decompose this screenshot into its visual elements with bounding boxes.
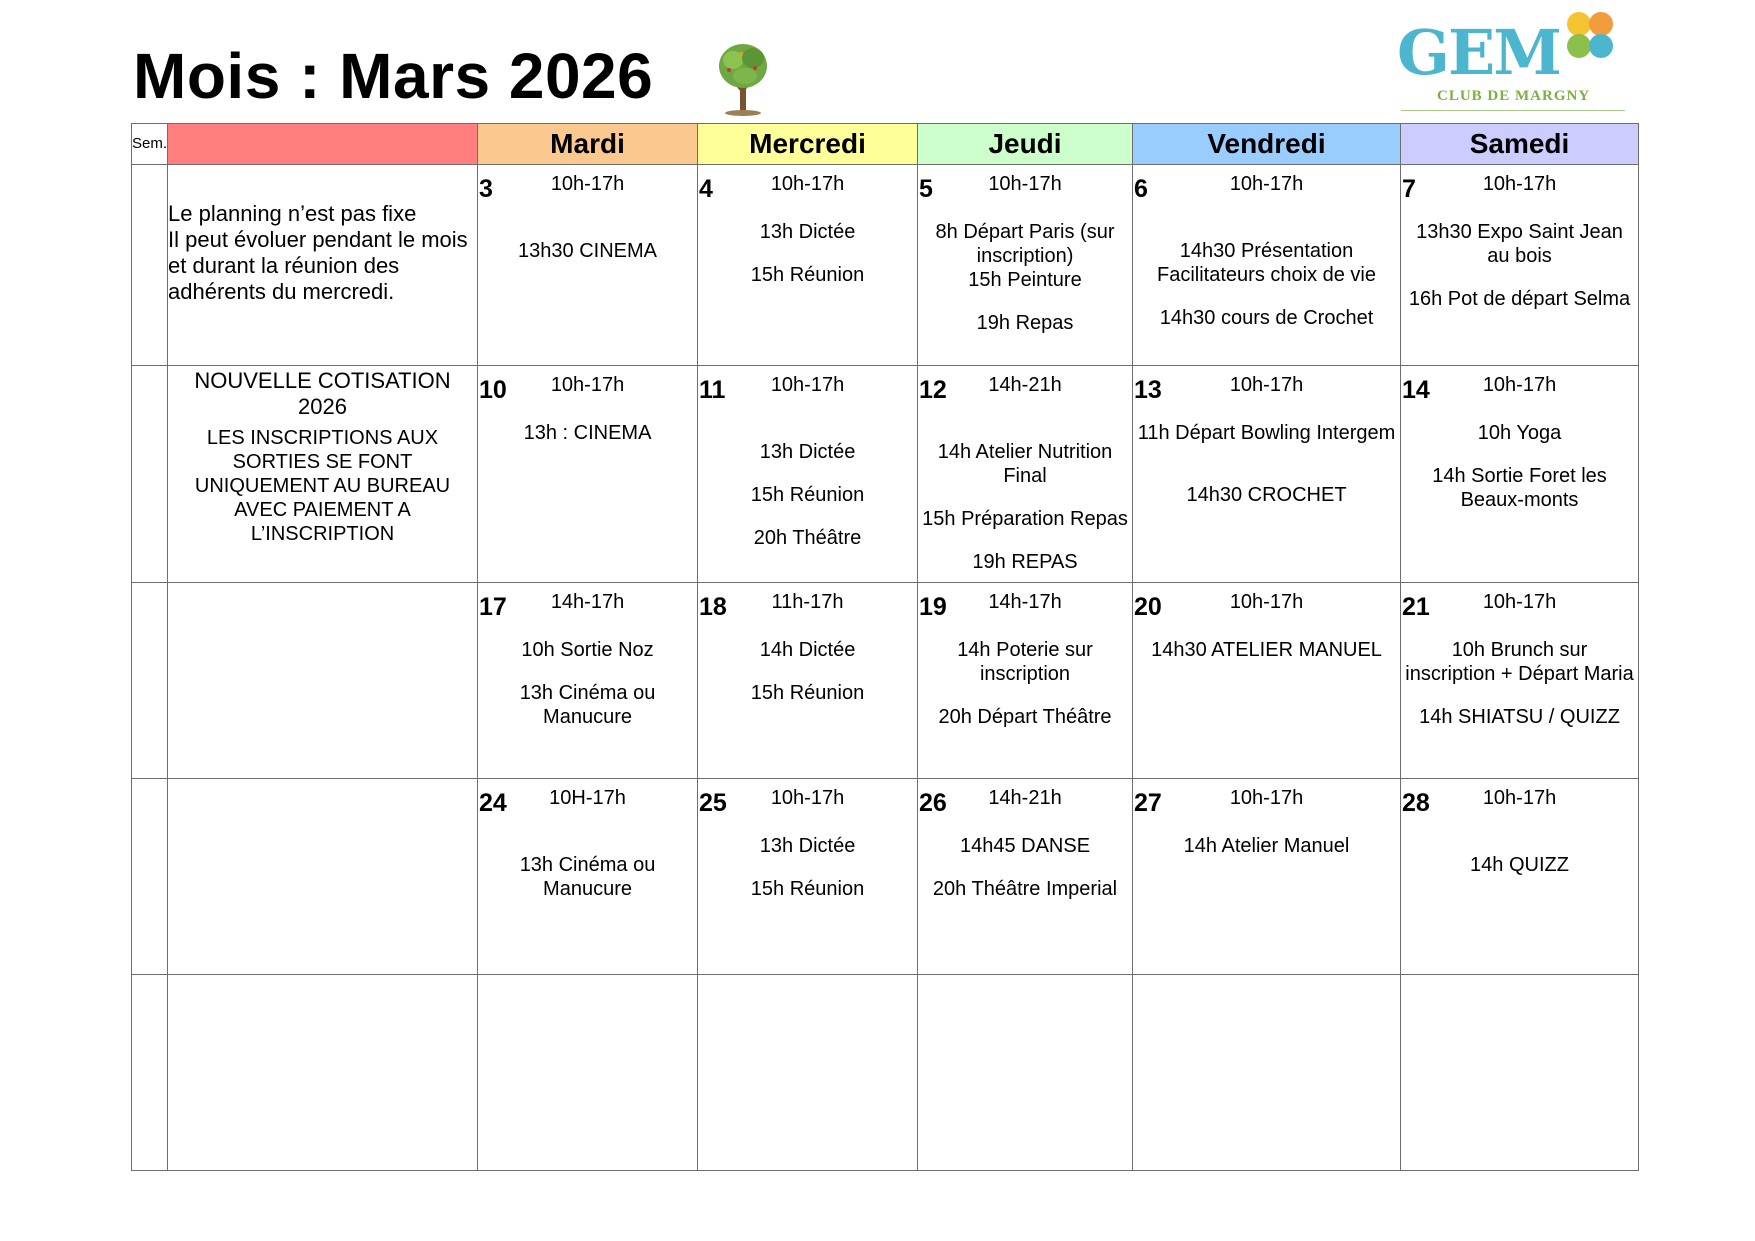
event-item [921, 686, 1129, 705]
week-row [132, 165, 1639, 366]
event-item: 13h Cinéma ou Manucure [519, 682, 656, 728]
gem-logo-subtitle: CLUB DE MARGNY [1437, 88, 1591, 104]
day-number: 26 [919, 789, 947, 817]
event-item: 11h Départ Bowling Intergem [1137, 422, 1396, 444]
event-item: 14h30 Présentation Facilitateurs choix de vie [1157, 240, 1376, 286]
event-item [481, 834, 694, 853]
day-cell [918, 975, 1133, 1171]
day-cell [918, 583, 1133, 779]
event-list [918, 421, 1132, 574]
opening-hours: 11h-17h [771, 591, 844, 613]
day-number: 28 [1402, 789, 1430, 817]
day-cell [478, 366, 698, 583]
opening-hours: 10h-17h [1229, 591, 1304, 613]
week-row [132, 366, 1639, 583]
opening-hours: 10h-17h [988, 173, 1062, 195]
day-cell [1401, 975, 1639, 1171]
opening-hours: 10H-17h [549, 787, 626, 809]
day-number: 20 [1134, 593, 1162, 621]
event-item: 14h30 CROCHET [1186, 484, 1347, 506]
gem-club-logo [1395, 6, 1631, 114]
opening-hours: 14h-17h [550, 591, 625, 613]
event-list [698, 834, 917, 901]
day-number: 21 [1402, 593, 1430, 621]
day-cell [698, 975, 918, 1171]
tree-icon [715, 42, 773, 118]
day-cell [478, 975, 698, 1171]
event-item: 8h Départ Paris (sur inscription) [935, 221, 1115, 267]
event-item [1404, 834, 1635, 853]
day-number: 18 [699, 593, 727, 621]
day-number: 3 [479, 175, 493, 203]
day-cell [698, 779, 918, 975]
event-item: 15h Réunion [750, 264, 865, 286]
event-item: 20h Théâtre Imperial [932, 878, 1118, 900]
event-item [1404, 445, 1635, 464]
event-item [1136, 220, 1397, 239]
day-cell [1401, 165, 1639, 366]
day-number: 7 [1402, 175, 1416, 203]
event-list [698, 638, 917, 705]
event-item [921, 858, 1129, 877]
divider [1401, 110, 1625, 111]
opening-hours: 10h-17h [770, 173, 845, 195]
day-cell [1401, 366, 1639, 583]
event-item: 10h Sortie Noz [521, 639, 654, 661]
table-header-row [132, 124, 1639, 165]
event-item: 14h30 cours de Crochet [1159, 307, 1374, 329]
day-cell [698, 366, 918, 583]
event-item: 13h Dictée [759, 835, 856, 857]
day-cell [1401, 583, 1639, 779]
event-item [921, 292, 1129, 311]
event-list [1401, 421, 1638, 512]
week-row [132, 583, 1639, 779]
event-item: 10h Brunch sur inscription + Départ Maria [1405, 639, 1634, 685]
opening-hours: 14h-17h [988, 591, 1062, 613]
week-row [132, 779, 1639, 975]
event-item [701, 421, 914, 440]
event-item [921, 421, 1129, 440]
day-number: 13 [1134, 376, 1162, 404]
opening-hours: 10h-17h [1229, 173, 1304, 195]
event-item: 14h Atelier Nutrition Final [937, 441, 1113, 487]
day-number: 14 [1402, 376, 1430, 404]
event-item: 15h Préparation Repas [922, 508, 1128, 530]
day-cell [1401, 779, 1639, 975]
event-list [1133, 220, 1400, 330]
event-item: 15h Réunion [750, 682, 865, 704]
event-item: 13h : CINEMA [523, 422, 652, 444]
note-title: NOUVELLE COTISATION 2026 [194, 368, 451, 419]
week-number-cell [132, 583, 168, 779]
event-item [1136, 287, 1397, 306]
day-cell [1133, 583, 1401, 779]
note-text: LES INSCRIPTIONS AUX SORTIES SE FONT UNIQUEMENT AU BUREAU AVEC PAIEMENT A L’INSCRIPTION [194, 427, 451, 545]
day-number: 17 [479, 593, 507, 621]
day-cell [918, 165, 1133, 366]
notes-column-header [168, 124, 478, 165]
event-item [701, 464, 914, 483]
note-text: Le planning n’est pas fixe Il peut évoluer pendant le mois et durant la réunion des adhérents du mercredi. [168, 201, 468, 304]
event-item: 13h Dictée [759, 441, 856, 463]
event-item: 14h45 DANSE [959, 835, 1091, 857]
event-item: 20h Théâtre [753, 527, 862, 549]
week-number-cell [132, 165, 168, 366]
day-cell [698, 583, 918, 779]
event-item [921, 488, 1129, 507]
day-cell [478, 779, 698, 975]
event-item [701, 662, 914, 681]
event-item: 10h Yoga [1477, 422, 1562, 444]
event-item: 13h30 Expo Saint Jean au bois [1416, 221, 1623, 267]
event-item: 14h30 ATELIER MANUEL [1151, 639, 1382, 661]
event-item [701, 858, 914, 877]
notes-cell [168, 583, 478, 779]
event-item: 14h Dictée [759, 639, 856, 661]
opening-hours: 10h-17h [1229, 374, 1304, 396]
opening-hours: 10h-17h [1482, 787, 1557, 809]
event-item: 13h Cinéma ou Manucure [519, 854, 656, 900]
event-item [1136, 464, 1397, 483]
week-number-cell [132, 975, 168, 1171]
day-cell [918, 779, 1133, 975]
opening-hours: 10h-17h [1482, 374, 1557, 396]
day-number: 5 [919, 175, 933, 203]
event-list [1401, 220, 1638, 311]
event-item [481, 662, 694, 681]
gem-logo-text: GEM [1397, 16, 1560, 89]
event-item: 13h30 CINEMA [518, 240, 657, 262]
opening-hours: 10h-17h [550, 173, 625, 195]
opening-hours: 10h-17h [770, 787, 845, 809]
event-item: 19h Repas [976, 312, 1074, 334]
day-cell [478, 583, 698, 779]
event-item [1404, 268, 1635, 287]
event-list [478, 638, 697, 729]
notes-cell [168, 975, 478, 1171]
event-item: 14h Sortie Foret les Beaux-monts [1432, 465, 1607, 511]
opening-hours: 14h-21h [988, 787, 1062, 809]
event-item: 15h Réunion [750, 484, 865, 506]
notes-cell [168, 779, 478, 975]
event-item [701, 507, 914, 526]
week-number-cell [132, 366, 168, 583]
day-number: 27 [1134, 789, 1162, 817]
event-item [921, 531, 1129, 550]
event-list [478, 421, 697, 445]
notes-cell [168, 165, 478, 366]
day-number: 4 [699, 175, 713, 203]
event-item: 19h REPAS [972, 551, 1078, 573]
clover-icon [1555, 8, 1625, 68]
opening-hours: 10h-17h [550, 374, 625, 396]
event-list [1133, 834, 1400, 858]
day-header-thursday: Jeudi [918, 124, 1133, 165]
day-header-wednesday: Mercredi [698, 124, 918, 165]
opening-hours: 14h-21h [988, 374, 1062, 396]
day-cell [478, 165, 698, 366]
day-cell [1133, 366, 1401, 583]
week-row [132, 975, 1639, 1171]
day-number: 19 [919, 593, 947, 621]
opening-hours: 10h-17h [1482, 591, 1557, 613]
day-number: 25 [699, 789, 727, 817]
event-list [1401, 638, 1638, 729]
event-item [1404, 686, 1635, 705]
day-number: 24 [479, 789, 507, 817]
event-list [478, 220, 697, 263]
event-item: 16h Pot de départ Selma [1408, 288, 1631, 310]
event-item: 14h QUIZZ [1470, 854, 1569, 876]
event-list [1401, 834, 1638, 877]
event-list [1133, 638, 1400, 662]
notes-cell [168, 366, 478, 583]
day-header-saturday: Samedi [1401, 124, 1639, 165]
event-item: 13h Dictée [759, 221, 856, 243]
page-title: Mois : Mars 2026 [133, 40, 654, 112]
event-item: 15h Peinture [968, 269, 1082, 291]
event-list [1133, 421, 1400, 507]
week-column-header: Sem. [132, 124, 168, 165]
day-cell [1133, 779, 1401, 975]
event-item [481, 220, 694, 239]
event-list [918, 834, 1132, 901]
event-item [1136, 445, 1397, 464]
event-list [698, 421, 917, 550]
event-list [698, 220, 917, 287]
monthly-schedule-table [131, 123, 1639, 1171]
event-list [918, 220, 1132, 335]
event-item: 14h SHIATSU / QUIZZ [1419, 706, 1620, 728]
day-header-friday: Vendredi [1133, 124, 1401, 165]
opening-hours: 10h-17h [770, 374, 845, 396]
day-cell [698, 165, 918, 366]
event-list [478, 834, 697, 901]
opening-hours: 10h-17h [1229, 787, 1304, 809]
day-cell [918, 366, 1133, 583]
event-item: 15h Réunion [750, 878, 865, 900]
opening-hours: 10h-17h [1482, 173, 1557, 195]
day-cell [1133, 975, 1401, 1171]
day-header-tuesday: Mardi [478, 124, 698, 165]
week-number-cell [132, 779, 168, 975]
event-item [701, 244, 914, 263]
day-number: 6 [1134, 175, 1148, 203]
event-item: 14h Atelier Manuel [1183, 835, 1350, 857]
event-list [918, 638, 1132, 729]
day-cell [1133, 165, 1401, 366]
day-number: 10 [479, 376, 507, 404]
day-number: 11 [699, 376, 726, 404]
day-number: 12 [919, 376, 947, 404]
event-item: 14h Poterie sur inscription [957, 639, 1093, 685]
event-item: 20h Départ Théâtre [938, 706, 1112, 728]
